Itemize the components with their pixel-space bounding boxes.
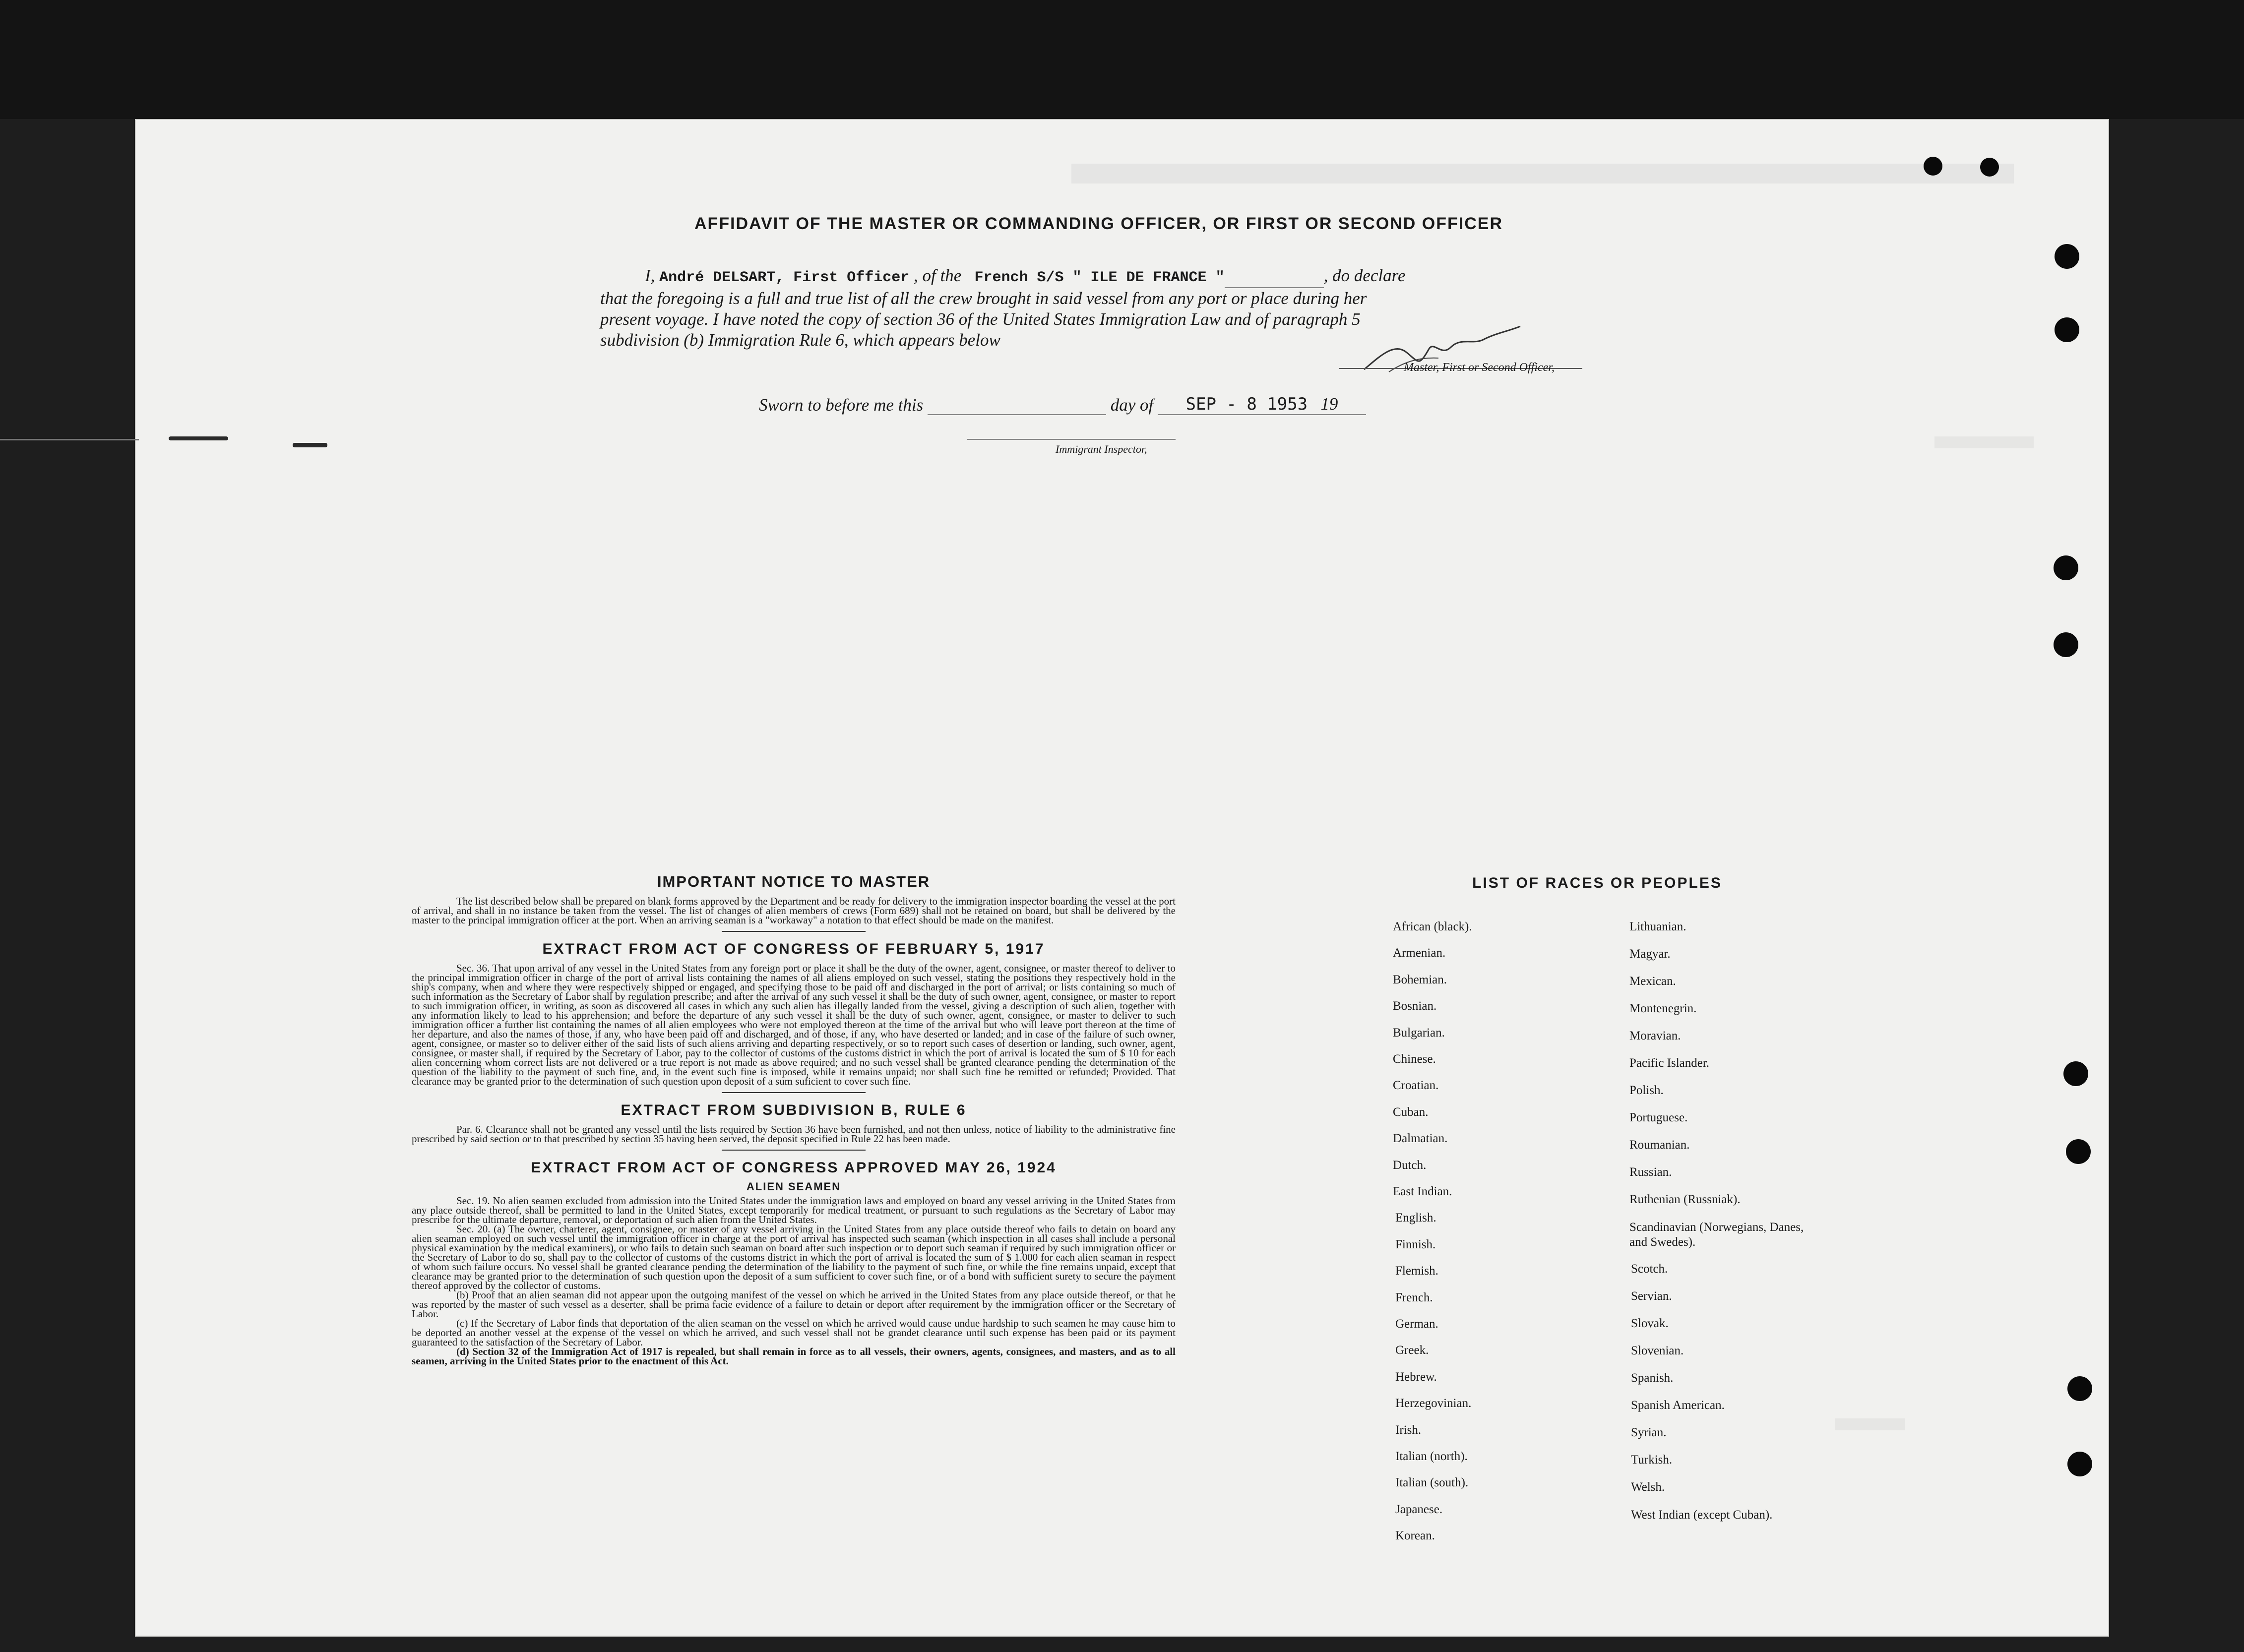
of-the-text: , of the: [914, 266, 962, 285]
race-item: East Indian.: [1393, 1185, 1452, 1198]
year-prefix: 19: [1320, 394, 1338, 414]
race-item: Portuguese.: [1629, 1111, 1688, 1124]
punch-hole: [2066, 1139, 2091, 1164]
race-item: Korean.: [1395, 1529, 1435, 1542]
race-item: Spanish American.: [1631, 1399, 1725, 1412]
day-of-text: day of: [1110, 395, 1154, 415]
officer-name: André DELSART, First Officer: [659, 269, 910, 286]
race-item: Turkish.: [1631, 1453, 1673, 1467]
race-item: Montenegrin.: [1629, 1002, 1697, 1015]
race-item: Dutch.: [1393, 1159, 1427, 1172]
punch-hole: [1924, 157, 1942, 176]
race-item: Flemish.: [1395, 1264, 1438, 1278]
race-item: Polish.: [1629, 1084, 1664, 1097]
sworn-text: Sworn to before me this: [759, 395, 924, 415]
race-item: Spanish.: [1631, 1371, 1674, 1385]
divider: [722, 1092, 866, 1093]
race-item: Armenian.: [1393, 946, 1446, 960]
race-item: Slovenian.: [1631, 1344, 1684, 1357]
punch-hole: [2063, 1061, 2088, 1086]
act-1924-title: EXTRACT FROM ACT OF CONGRESS APPROVED MAY 26, 1924: [531, 1160, 1057, 1176]
sworn-statement: [759, 394, 1503, 415]
scan-artifact: [169, 436, 228, 440]
bleed-through-mark: [1934, 436, 2034, 448]
race-item: Servian.: [1631, 1289, 1672, 1303]
race-item: Greek.: [1395, 1344, 1429, 1357]
race-item: English.: [1395, 1211, 1436, 1224]
section-19: Sec. 19. No alien seamen excluded from admission into the United States under the immigration laws and employed on board any vessel arriving in the United States from any place outside thereof, shall be permitted to land in the United States, except temporarily for medical treatment, or pursuant to such regulations as the Secretary of Labor may prescribe for the ultimate departure, removal, or deportation of such alien from the United States.: [412, 1195, 1176, 1225]
section-20-a: Sec. 20. (a) The owner, charterer, agent, consignee, or master of any vessel arriving in the United States from any place outside thereof who fails to detain on board any alien seaman employed on such vessel until the immigration officer in charge at the port of arrival has inspected such seaman (which inspection in all cases shall include a personal physical examination by the medical examiners), or who fails to detain such seaman on board after such inspection or to deport such seaman if required by such immigration officer or the Secretary of Labor to do so, shall pay to the collector of customs of the customs district in which the port of arrival is located the sum of $ 1.000 for each alien seaman in respect of whom such failure occurs. No vessel shall be granted clearance pending the determination of the liability to the payment of such fine, or while the fine remains unpaid, except that clearance may be granted prior to the determination of such question upon the deposit of a sum sufficient to cover such fine, or of a bond with sufficient surety to secure the payment thereof approved by the collector of customs.: [412, 1223, 1176, 1291]
divider: [722, 931, 866, 932]
race-item: Ruthenian (Russniak).: [1629, 1193, 1741, 1206]
race-item: African (black).: [1393, 920, 1472, 933]
race-item: Scandinavian (Norwegians, Danes, and Swedes).: [1629, 1221, 1804, 1249]
race-item: Magyar.: [1629, 947, 1671, 961]
race-item: Moravian.: [1629, 1029, 1681, 1042]
race-item: Scotch.: [1631, 1262, 1668, 1276]
punch-hole: [2067, 1376, 2092, 1401]
section-20-d: (d) Section 32 of the Immigration Act of 1917 is repealed, but shall remain in force as to all vessels, their owners, agents, consignees, and masters, and as to all seamen, arriving in the United States prior to the enactment of this Act.: [412, 1346, 1176, 1367]
notice-column: [412, 873, 1176, 1366]
race-item: Italian (south).: [1395, 1476, 1469, 1489]
race-item: West Indian (except Cuban).: [1631, 1508, 1773, 1522]
race-item: Lithuanian.: [1629, 920, 1686, 933]
bleed-through-mark: [1835, 1418, 1905, 1430]
race-item: Roumanian.: [1629, 1138, 1690, 1152]
race-item: Pacific Islander.: [1629, 1056, 1710, 1070]
race-item: Russian.: [1629, 1165, 1672, 1179]
affidavit-lead: I,: [645, 266, 655, 285]
scan-artifact: [293, 443, 327, 447]
section-20-b: (b) Proof that an alien seaman did not appear upon the outgoing manifest of the vessel on which he arrived in the United States from any place outside thereof, or that he was reported by the master of such vessel as a deserter, shall be prima facie evidence of a failure to detain or deport after requirement by the immigration officer or the Secretary of Labor.: [412, 1289, 1176, 1320]
blank-line: [928, 414, 1106, 415]
race-item: German.: [1395, 1317, 1438, 1331]
race-item: Slovak.: [1631, 1317, 1669, 1330]
punch-hole: [1980, 158, 1999, 177]
race-item: Bohemian.: [1393, 973, 1447, 986]
rule-6-paragraph: Par. 6. Clearance shall not be granted any vessel until the lists required by Section 36 have been furnished, and not then unless, notice of liability to the administrative fine prescribed by said section or to that prescribed by section 35 having been served, the deposit specified in Rule 22 has been made.: [412, 1123, 1176, 1145]
bleed-through-header: [1071, 164, 2014, 184]
inspector-label: Immigrant Inspector,: [1056, 443, 1147, 455]
signature-label: Master, First or Second Officer,: [1404, 361, 1555, 374]
scanner-background: [0, 0, 2244, 119]
rule-6-title: EXTRACT FROM SUBDIVISION B, RULE 6: [621, 1102, 967, 1118]
declaration-line: present voyage. I have noted the copy of section 36 of the United States Immigration Law and of paragraph 5: [600, 309, 1361, 329]
punch-hole: [2067, 1452, 2092, 1476]
declaration-line: that the foregoing is a full and true list of all the crew brought in said vessel from any port or place during her: [600, 289, 1367, 308]
scan-artifact: [0, 439, 139, 440]
act-1917-section-36: Sec. 36. That upon arrival of any vessel in the United States from any foreign port or place it shall be the duty of the owner, agent, consignee, or master thereof to deliver to the principal immigration officer in charge of the port of arrival lists containing the names of all aliens employed on such vessel, stating the positions they respectively hold in the ship's company, when and where they were respectively shipped or engaged, and specifying those to be paid off and discharged in the port of arrival; or lists containing so much of such information as the Secretary of Labor shall by regulation prescribe; and after the arrival of any such vessel it shall be the duty of such owner, agent, consignee, or master to report to such immigration officer, in writing, as soon as discovered all cases in which any such alien has illegally landed from the vessel, giving a description of such alien, together with any information likely to lead to his apprehension; and before the departure of any such vessel it shall be the duty of such owner, agent, consignee, or master to deliver to such immigration officer a further list containing the names of all alien employees who were not employed thereon at the time of the arrival but who will leave port thereon at the time of her departure, and also the names of those, if any, who have been paid off and discharged, and of those, if any, who have deserted or landed; and in case of the failure of such owner, agent, consignee, or master so to deliver either of the said lists of such aliens arriving and departing respectively, or so to report such cases of desertion or landing, such owner, agent, consignee, or master shall, if required by the Secretary of Labor, pay to the collector of customs of the customs district in which the port of arrival is located the sum of $ 10 for each alien concerning whom correct lists are not delivered or a true report is not made as above required; and no such vessel shall be granted clearance pending the determination of the question of the liability to the payment of such fine, and, in the event such fine is imposed, while it remains unpaid; nor shall such fine be remitted or refunded; Provided. That clearance may be granted prior to the determination of such question upon deposit of a sum suficient to cover such fine.: [412, 962, 1176, 1087]
declaration-line: subdivision (b) Immigration Rule 6, which appears below: [600, 330, 1000, 350]
race-item: Chinese.: [1393, 1052, 1436, 1066]
section-20-c: (c) If the Secretary of Labor finds that deportation of the alien seaman on the vessel on which he arrived would cause undue hardship to such seamen he may cause him to be deported an another vessel at the expense of the vessel on which he arrived, and such vessel shall not be grandet clearance until such expense has been paid or its payment guaranteed to the satisfaction of the Secretary of Labor.: [412, 1317, 1176, 1348]
inspector-line: [967, 439, 1176, 440]
race-item: Herzegovinian.: [1395, 1397, 1472, 1410]
race-item: Croatian.: [1393, 1079, 1439, 1092]
declare-text: , do declare: [1323, 266, 1406, 285]
race-item: Cuban.: [1393, 1105, 1429, 1119]
notice-body: The list described below shall be prepared on blank forms approved by the Department and be ready for delivery to the immigration inspector boarding the vessel at the port of arrival, and shall in no instance be taken from the vessel. The list of changes of alien members of crews (Form 689) shall not be retained on board, but shall be delivered by the master to the principal immigration officer at the port. When an arriving seaman is a "workaway" a notation to that effect should be made on the manifest.: [412, 895, 1176, 926]
affidavit-title: AFFIDAVIT OF THE MASTER OR COMMANDING OFFICER, OR FIRST OR SECOND OFFICER: [694, 214, 1503, 233]
race-item: Syrian.: [1631, 1426, 1667, 1439]
race-item: Dalmatian.: [1393, 1132, 1448, 1145]
race-item: Italian (north).: [1395, 1450, 1468, 1463]
vessel-name: French S/S " ILE DE FRANCE ": [974, 269, 1225, 286]
race-item: Mexican.: [1629, 975, 1676, 988]
race-item: Welsh.: [1631, 1480, 1665, 1494]
alien-seamen-subtitle: ALIEN SEAMEN: [746, 1180, 841, 1193]
notice-title: IMPORTANT NOTICE TO MASTER: [657, 873, 931, 890]
divider: [722, 1150, 866, 1151]
race-item: Japanese.: [1395, 1503, 1443, 1516]
race-item: Irish.: [1395, 1423, 1422, 1437]
act-1917-title: EXTRACT FROM ACT OF CONGRESS OF FEBRUARY 5, 1917: [542, 941, 1045, 957]
races-title: LIST OF RACES OR PEOPLES: [1472, 875, 1722, 891]
punch-hole: [2055, 317, 2079, 342]
date-field: [1158, 394, 1366, 415]
punch-hole: [2054, 555, 2078, 580]
race-item: Finnish.: [1395, 1238, 1436, 1251]
date-stamp: SEP - 8 1953: [1185, 394, 1308, 414]
race-item: French.: [1395, 1291, 1433, 1304]
race-item: Bulgarian.: [1393, 1026, 1445, 1040]
race-item: Hebrew.: [1395, 1370, 1437, 1384]
punch-hole: [2054, 632, 2078, 657]
race-item: Bosnian.: [1393, 999, 1437, 1013]
punch-hole: [2055, 244, 2079, 269]
